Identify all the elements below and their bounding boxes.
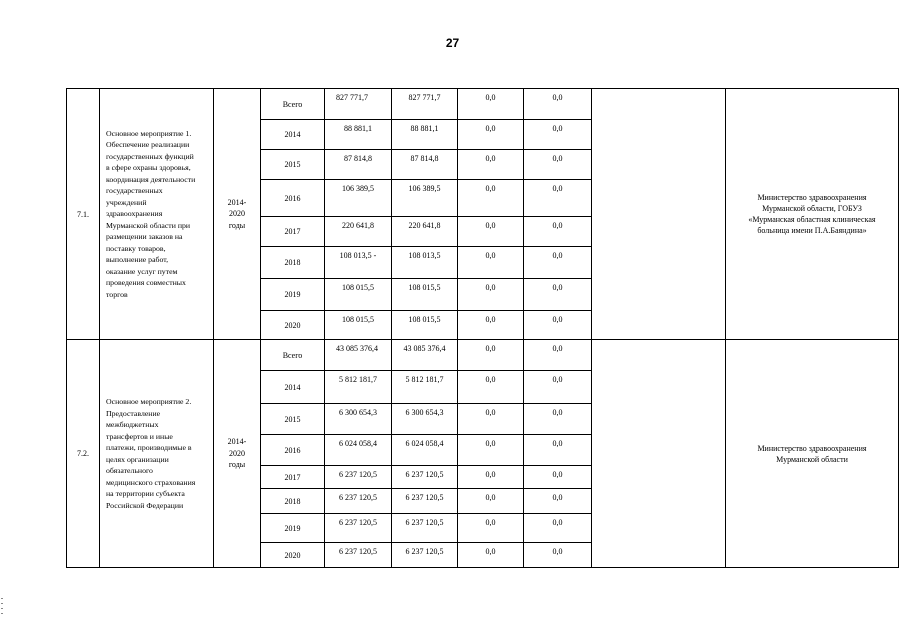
regional-cell: 87 814,8 xyxy=(392,150,458,180)
regional-cell: 108 013,5 xyxy=(392,247,458,279)
activity-period xyxy=(214,340,261,568)
table-row xyxy=(67,340,899,371)
regional-cell: 6 237 120,5 xyxy=(392,543,458,568)
regional-cell: 6 237 120,5 xyxy=(392,466,458,489)
year-cell: 2019 xyxy=(261,514,325,543)
other-cell: 0,0 xyxy=(524,279,592,311)
regional-cell: 827 771,7 xyxy=(392,89,458,120)
total-cell: 88 881,1 xyxy=(325,120,392,150)
other-cell: 0,0 xyxy=(524,514,592,543)
total-cell: 827 771,7 xyxy=(325,89,392,120)
other-cell: 0,0 xyxy=(524,180,592,217)
year-cell: 2017 xyxy=(261,466,325,489)
total-cell: 108 015,5 xyxy=(325,279,392,311)
total-cell: 6 300 654,3 xyxy=(325,404,392,435)
year-cell: 2019 xyxy=(261,279,325,311)
executor-text: Министерство здравоохранения Мурманской области, ГОБУЗ «Мурманская областная клиническая больница имени П.А.Баяндина» xyxy=(748,193,876,235)
total-cell: 6 237 120,5 xyxy=(325,514,392,543)
regional-cell: 6 300 654,3 xyxy=(392,404,458,435)
page-number: 27 xyxy=(445,36,460,50)
other-cell: 0,0 xyxy=(524,543,592,568)
federal-cell: 0,0 xyxy=(458,279,524,311)
activity-period xyxy=(214,89,261,340)
total-cell: 6 237 120,5 xyxy=(325,489,392,514)
year-cell: 2017 xyxy=(261,217,325,247)
scan-mark xyxy=(1,598,3,599)
federal-cell: 0,0 xyxy=(458,217,524,247)
year-cell: 2015 xyxy=(261,150,325,180)
regional-cell: 88 881,1 xyxy=(392,120,458,150)
year-cell: Всего xyxy=(261,340,325,371)
federal-cell: 0,0 xyxy=(458,150,524,180)
federal-cell: 0,0 xyxy=(458,435,524,466)
year-cell: 2020 xyxy=(261,311,325,340)
executor-cell xyxy=(726,340,899,568)
activity-code: 7.1. xyxy=(67,89,100,340)
federal-cell: 0,0 xyxy=(458,247,524,279)
year-cell: 2018 xyxy=(261,247,325,279)
other-cell: 0,0 xyxy=(524,150,592,180)
federal-cell: 0,0 xyxy=(458,120,524,150)
year-cell: 2014 xyxy=(261,371,325,404)
other-cell: 0,0 xyxy=(524,489,592,514)
total-cell: 6 024 058,4 xyxy=(325,435,392,466)
total-cell: 108 013,5 - xyxy=(325,247,392,279)
regional-cell: 5 812 181,7 xyxy=(392,371,458,404)
other-cell: 0,0 xyxy=(524,217,592,247)
activity-period-text: 2014- 2020 годы xyxy=(227,197,247,230)
other-cell: 0,0 xyxy=(524,89,592,120)
federal-cell: 0,0 xyxy=(458,311,524,340)
federal-cell: 0,0 xyxy=(458,89,524,120)
federal-cell: 0,0 xyxy=(458,404,524,435)
year-cell: 2016 xyxy=(261,180,325,217)
other-cell: 0,0 xyxy=(524,466,592,489)
total-cell: 87 814,8 xyxy=(325,150,392,180)
federal-cell: 0,0 xyxy=(458,543,524,568)
total-cell: 43 085 376,4 xyxy=(325,340,392,371)
regional-cell: 6 237 120,5 xyxy=(392,489,458,514)
empty-column-cell xyxy=(592,340,726,568)
activity-description-text: Основное мероприятие 2. Предоставление межбюджетных трансфертов и иные платежи, производимые в целях организации обязательного медицинского страхования на территории субъекта Российской Федерации xyxy=(106,397,196,510)
total-cell: 6 237 120,5 xyxy=(325,543,392,568)
activity-description-text: Основное мероприятие 1. Обеспечение реализации государственных функций в сфере охраны здоровья, координация деятельности государственных учреждений здравоохранения Мурманской области при размещении заказов на поставку товаров, выполнение работ, оказание услуг путем проведения совместных торгов xyxy=(106,128,196,299)
total-cell: 5 812 181,7 xyxy=(325,371,392,404)
scan-mark xyxy=(1,608,3,609)
activity-period-text: 2014- 2020 годы xyxy=(227,437,247,470)
scan-mark xyxy=(1,603,3,604)
regional-cell: 108 015,5 xyxy=(392,279,458,311)
other-cell: 0,0 xyxy=(524,120,592,150)
total-cell: 106 389,5 xyxy=(325,180,392,217)
total-cell: 108 015,5 xyxy=(325,311,392,340)
regional-cell: 106 389,5 xyxy=(392,180,458,217)
program-activities-table xyxy=(66,88,899,568)
year-cell: 2014 xyxy=(261,120,325,150)
other-cell: 0,0 xyxy=(524,371,592,404)
year-cell: 2015 xyxy=(261,404,325,435)
federal-cell: 0,0 xyxy=(458,371,524,404)
table-row xyxy=(67,89,899,120)
total-cell: 6 237 120,5 xyxy=(325,466,392,489)
year-cell: 2016 xyxy=(261,435,325,466)
federal-cell: 0,0 xyxy=(458,466,524,489)
regional-cell: 6 237 120,5 xyxy=(392,514,458,543)
year-cell: 2020 xyxy=(261,543,325,568)
regional-cell: 108 015,5 xyxy=(392,311,458,340)
other-cell: 0,0 xyxy=(524,435,592,466)
activity-code: 7.2. xyxy=(67,340,100,568)
total-cell: 220 641,8 xyxy=(325,217,392,247)
activity-description xyxy=(100,89,214,340)
other-cell: 0,0 xyxy=(524,404,592,435)
federal-cell: 0,0 xyxy=(458,340,524,371)
federal-cell: 0,0 xyxy=(458,489,524,514)
regional-cell: 220 641,8 xyxy=(392,217,458,247)
scan-edge-marks xyxy=(0,598,4,638)
year-cell: Всего xyxy=(261,89,325,120)
other-cell: 0,0 xyxy=(524,311,592,340)
year-cell: 2018 xyxy=(261,489,325,514)
executor-text: Министерство здравоохранения Мурманской области xyxy=(757,443,867,464)
executor-cell xyxy=(726,89,899,340)
regional-cell: 43 085 376,4 xyxy=(392,340,458,371)
federal-cell: 0,0 xyxy=(458,514,524,543)
activity-description xyxy=(100,340,214,568)
other-cell: 0,0 xyxy=(524,340,592,371)
other-cell: 0,0 xyxy=(524,247,592,279)
federal-cell: 0,0 xyxy=(458,180,524,217)
regional-cell: 6 024 058,4 xyxy=(392,435,458,466)
scan-mark xyxy=(1,613,3,614)
empty-column-cell xyxy=(592,89,726,340)
